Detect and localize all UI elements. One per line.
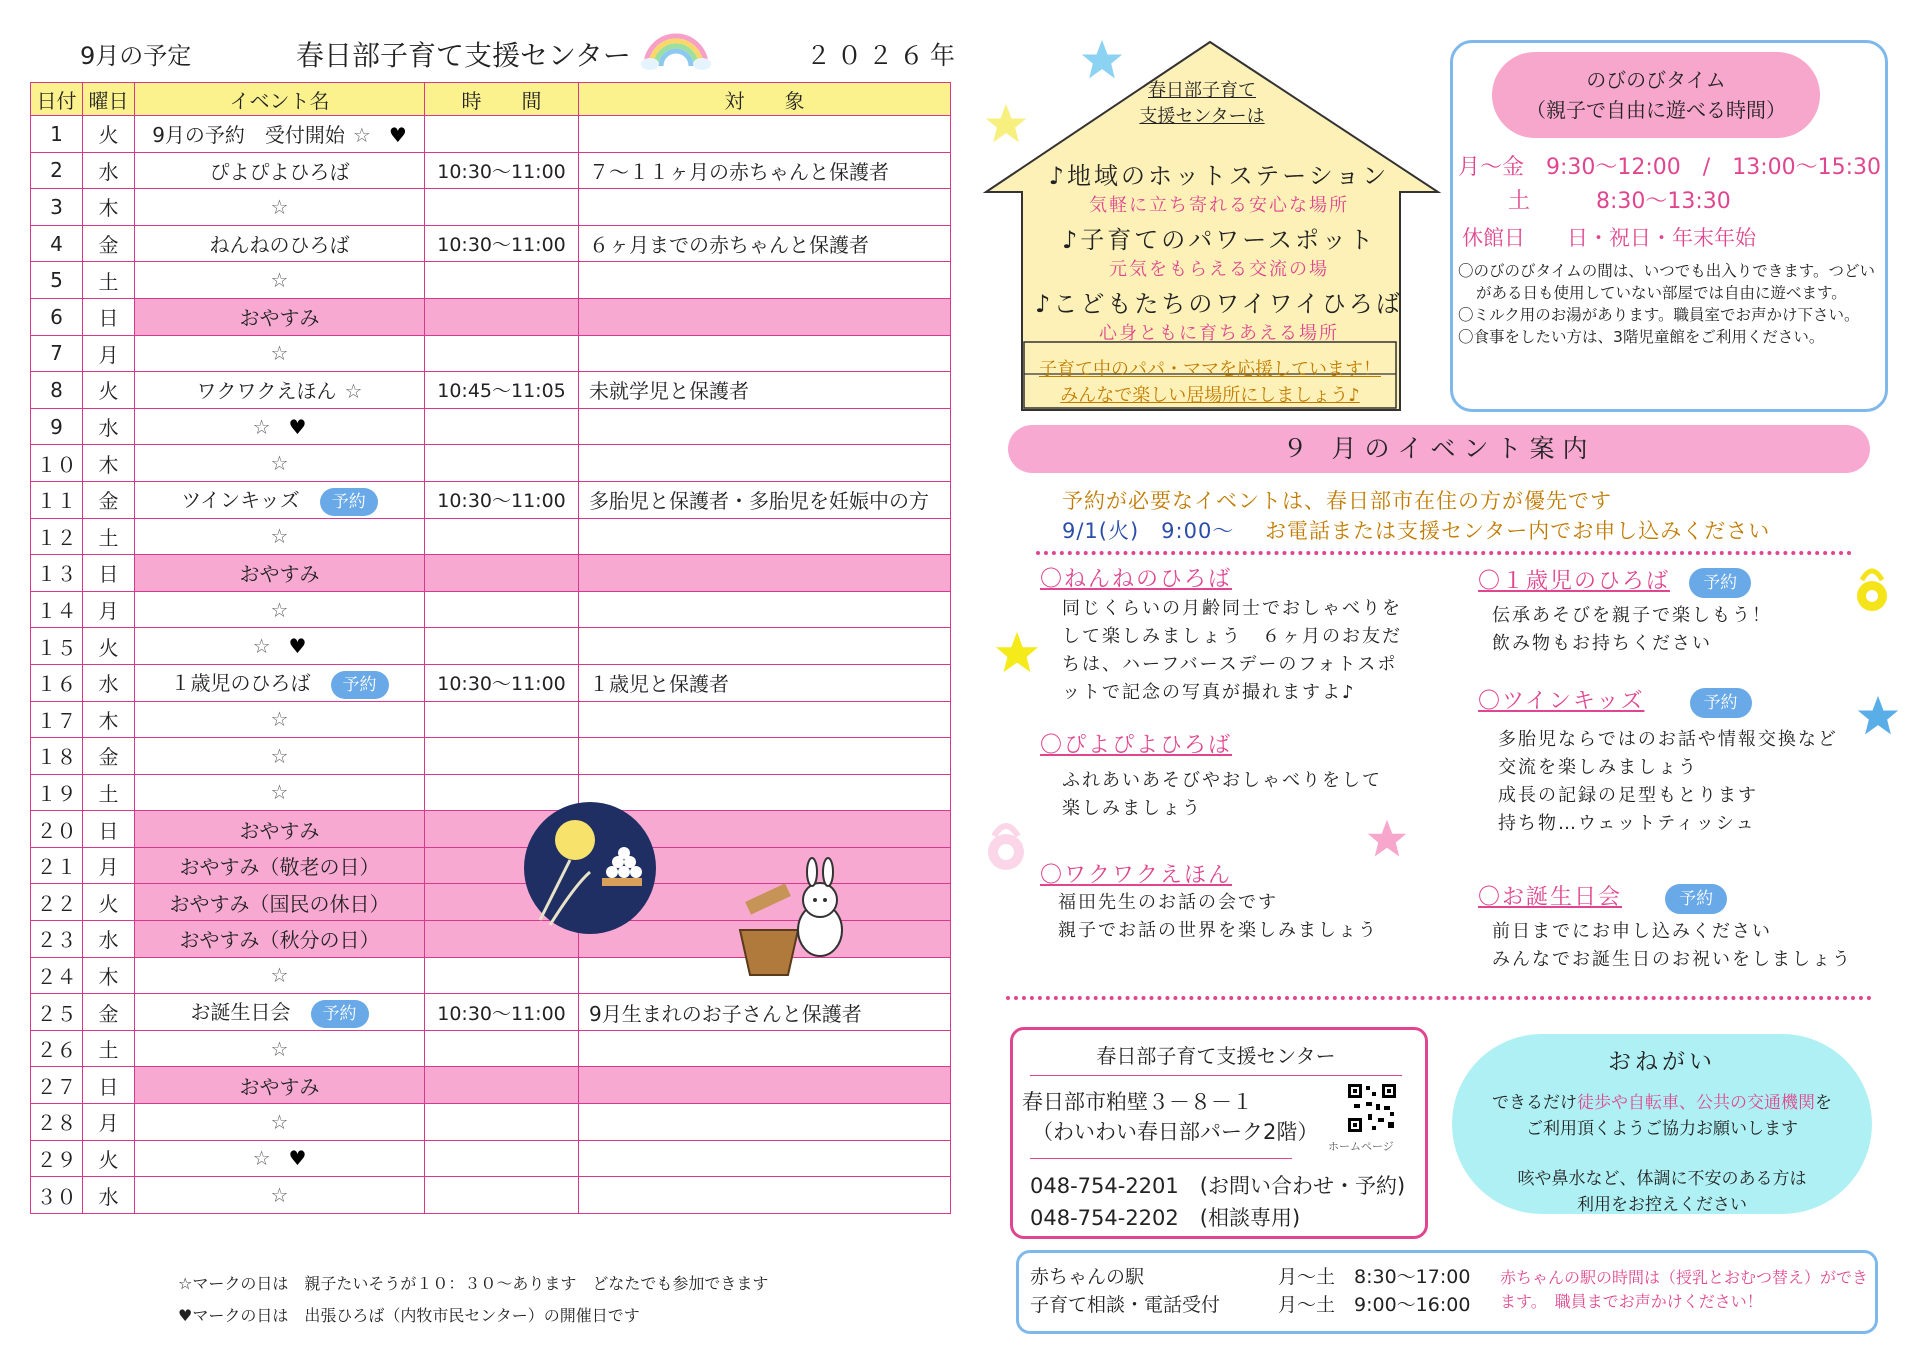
contact-title: 春日部子育て支援センター	[1030, 1040, 1402, 1076]
table-row	[31, 116, 951, 153]
star-mark-icon: ☆	[270, 1109, 289, 1134]
house-line-2-sub: 元気をもらえる交流の場	[1109, 259, 1329, 280]
nobinobi-title: のびのびタイム （親子で自由に遊べる時間）	[1492, 52, 1820, 138]
schedule-label: 9月の予定	[80, 42, 192, 70]
weekday-cell: 木	[83, 701, 135, 738]
table-row	[31, 738, 951, 775]
target-cell: 未就学児と保護者	[579, 372, 951, 409]
star-mark-icon: ☆	[270, 1183, 289, 1208]
table-row	[31, 445, 951, 482]
date-cell: １１	[31, 481, 83, 518]
baby-station-label: 赤ちゃんの駅	[1030, 1266, 1145, 1288]
weekday-cell: 木	[83, 957, 135, 994]
reserve-badge: 予約	[311, 1000, 369, 1028]
table-row	[31, 225, 951, 262]
weekday-cell: 土	[83, 774, 135, 811]
baby-station-hours: 月～土 8:30～17:00	[1278, 1266, 1471, 1288]
house-line-1: ♪地域のホットステーション	[1048, 162, 1390, 190]
time-cell	[425, 738, 579, 775]
event-name: ねんねのひろば	[209, 233, 350, 258]
table-row	[31, 481, 951, 518]
table-row	[31, 1030, 951, 1067]
contact-tel-consult: 048-754-2202 (相談専用)	[1030, 1206, 1301, 1230]
heart-mark-icon: ♥	[288, 414, 307, 439]
time-cell	[425, 116, 579, 153]
time-cell	[425, 1030, 579, 1067]
reserve-badge: 予約	[1690, 688, 1752, 718]
event-cell	[135, 1177, 425, 1214]
weekday-cell: 水	[83, 152, 135, 189]
date-cell: ２０	[31, 811, 83, 848]
event-cell	[135, 189, 425, 226]
time-cell	[425, 262, 579, 299]
event-cell	[135, 408, 425, 445]
heart-mark-icon: ♥	[388, 123, 407, 148]
target-cell: ７～１１ヶ月の赤ちゃんと保護者	[579, 152, 951, 189]
time-cell: 10:30～11:00	[425, 664, 579, 701]
event-name: おやすみ	[239, 306, 320, 331]
event-1sai: 〇１歳児のひろば 予約 伝承あそびを親子で楽しもう！ 飲み物もお持ちください	[1478, 569, 1772, 654]
col-time: 時 間	[425, 83, 579, 116]
event-name: お誕生日会	[190, 1000, 291, 1025]
table-row	[31, 555, 951, 592]
event-title: 〇お誕生日会	[1478, 885, 1623, 910]
reserve-badge: 予約	[1689, 568, 1751, 598]
event-piyopiyo: 〇ぴよぴよひろば ふれあいあそびやおしゃべりをして 楽しみましょう	[1040, 728, 1382, 823]
event-title: 〇ワクワクえほん	[1040, 863, 1233, 888]
target-cell	[579, 116, 951, 153]
date-cell: 9	[31, 408, 83, 445]
target-cell: ６ヶ月までの赤ちゃんと保護者	[579, 225, 951, 262]
time-cell	[425, 408, 579, 445]
weekday-cell: 水	[83, 408, 135, 445]
target-cell	[579, 262, 951, 299]
house-line-1-sub: 気軽に立ち寄れる安心な場所	[1089, 195, 1349, 216]
date-cell: 5	[31, 262, 83, 299]
star-mark-icon: ☆	[252, 1146, 271, 1171]
reserve-badge: 予約	[320, 488, 378, 516]
date-cell: ２３	[31, 921, 83, 958]
nobinobi-note: 〇のびのびタイムの間は、いつでも出入りできます。つどいがある日も使用していない部屋では自由に遊べます。	[1458, 262, 1875, 302]
request-transport: できるだけ徒歩や自転車、公共の交通機関を ご利用頂くようご協力お願いします	[1492, 1093, 1832, 1139]
date-cell: 6	[31, 298, 83, 335]
heart-mark-icon: ♥	[288, 634, 307, 659]
event-cell	[135, 921, 425, 958]
target-cell	[579, 1104, 951, 1141]
col-event: イベント名	[135, 83, 425, 116]
star-mark-icon: ☆	[270, 963, 289, 988]
nobinobi-hours-saturday: 土 8:30～13:30	[1508, 189, 1731, 214]
event-name: おやすみ	[239, 562, 320, 587]
event-cell	[135, 628, 425, 665]
event-cell	[135, 774, 425, 811]
nobinobi-hours-weekday: 月～金 9:30～12:00 / 13:00～15:30	[1458, 155, 1882, 180]
table-header-row	[31, 83, 951, 116]
target-cell	[579, 1177, 951, 1214]
event-cell	[135, 738, 425, 775]
weekday-cell: 水	[83, 664, 135, 701]
date-cell: １０	[31, 445, 83, 482]
weekday-cell: 月	[83, 335, 135, 372]
event-cell	[135, 262, 425, 299]
nobinobi-note: 〇食事をしたい方は、3階児童館をご利用ください。	[1458, 328, 1825, 346]
weekday-cell: 金	[83, 225, 135, 262]
weekday-cell: 火	[83, 884, 135, 921]
event-cell	[135, 335, 425, 372]
target-cell: １歳児と保護者	[579, 664, 951, 701]
star-mark-icon: ☆	[352, 123, 371, 148]
time-cell	[425, 555, 579, 592]
time-cell	[425, 298, 579, 335]
event-name: ワクワクえほん	[196, 379, 337, 404]
event-name: ぴよぴよひろば	[209, 159, 350, 184]
target-cell	[579, 628, 951, 665]
date-cell: １５	[31, 628, 83, 665]
table-row	[31, 335, 951, 372]
date-cell: ２７	[31, 1067, 83, 1104]
event-title: 〇ツインキッズ	[1478, 689, 1645, 714]
date-cell: ２９	[31, 1140, 83, 1177]
star-mark-icon: ☆	[270, 194, 289, 219]
date-cell: １９	[31, 774, 83, 811]
target-cell	[579, 445, 951, 482]
star-mark-icon: ☆	[270, 743, 289, 768]
house-heading: 春日部子育て 支援センターは	[1139, 80, 1265, 127]
house-line-3-sub: 心身ともに育ちあえる場所	[1099, 323, 1339, 344]
event-wakuwaku: 〇ワクワクえほん 福田先生のお話の会です 親子でお話の世界を楽しみましょう	[1040, 858, 1378, 945]
time-cell	[425, 445, 579, 482]
target-cell	[579, 298, 951, 335]
table-row	[31, 1140, 951, 1177]
target-cell	[579, 555, 951, 592]
table-row	[31, 1067, 951, 1104]
star-mark-icon: ☆	[252, 414, 271, 439]
star-mark-icon: ☆	[270, 341, 289, 366]
time-cell: 10:30～11:00	[425, 481, 579, 518]
rattle-icon	[982, 818, 1030, 874]
star-note: ☆マークの日は 親子たいそうが１０：３０～あります どなたでも参加できます	[178, 1274, 769, 1293]
weekday-cell: 土	[83, 518, 135, 555]
time-cell	[425, 189, 579, 226]
event-title: 〇ねんねのひろば	[1040, 567, 1233, 592]
table-row	[31, 262, 951, 299]
weekday-cell: 火	[83, 372, 135, 409]
time-cell: 10:30～11:00	[425, 994, 579, 1031]
table-row	[31, 701, 951, 738]
event-cell	[135, 1140, 425, 1177]
target-cell	[579, 408, 951, 445]
nobinobi-closed: 休館日 日・祝日・年末年始	[1462, 226, 1756, 250]
event-cell	[135, 518, 425, 555]
event-name: 9月の予約 受付開始	[152, 123, 345, 148]
events-banner: ９ 月のイベント案内	[1008, 425, 1870, 473]
house-line-2: ♪子育てのパワースポット	[1061, 226, 1377, 254]
weekday-cell: 月	[83, 591, 135, 628]
target-cell	[579, 1030, 951, 1067]
star-icon	[1856, 694, 1900, 738]
col-weekday: 曜日	[83, 83, 135, 116]
table-row	[31, 591, 951, 628]
col-target: 対 象	[579, 83, 951, 116]
target-cell: 多胎児と保護者・多胎児を妊娠中の方	[579, 481, 951, 518]
table-row	[31, 298, 951, 335]
date-cell: 1	[31, 116, 83, 153]
date-cell: 2	[31, 152, 83, 189]
divider	[1006, 996, 1872, 1000]
event-name: １歳児のひろば	[170, 670, 311, 695]
target-cell	[579, 1067, 951, 1104]
star-mark-icon: ☆	[270, 597, 289, 622]
weekday-cell: 火	[83, 1140, 135, 1177]
weekday-cell: 土	[83, 262, 135, 299]
weekday-cell: 日	[83, 1067, 135, 1104]
request-title: おねがい	[1608, 1049, 1716, 1075]
event-name: おやすみ（国民の休日）	[169, 891, 390, 916]
events-apply-line	[1062, 515, 1770, 545]
event-name: おやすみ	[239, 1074, 320, 1099]
target-cell	[579, 1140, 951, 1177]
table-row	[31, 994, 951, 1031]
qr-code-icon[interactable]	[1346, 1082, 1398, 1134]
consult-label: 子育て相談・電話受付	[1030, 1294, 1221, 1316]
house-foot-2: みんなで楽しい居場所にしましょう♪	[1060, 385, 1360, 406]
event-cell	[135, 372, 425, 409]
event-twin: 〇ツインキッズ 予約 多胎児ならではのお話や情報交換など 交流を楽しみましょう 成長の記録の足型もとります 持ち物…ウェットティッシュ	[1478, 689, 1838, 834]
target-cell	[579, 189, 951, 226]
moon-rabbit-illustration	[520, 800, 860, 980]
qr-caption: ホームページ	[1328, 1140, 1394, 1153]
date-cell: 7	[31, 335, 83, 372]
time-cell	[425, 1140, 579, 1177]
table-row	[31, 1104, 951, 1141]
star-mark-icon: ☆	[270, 1036, 289, 1061]
table-row	[31, 372, 951, 409]
weekday-cell: 日	[83, 555, 135, 592]
page-title: 春日部子育て支援センター	[296, 39, 631, 72]
date-cell: １３	[31, 555, 83, 592]
divider	[1036, 551, 1852, 555]
heart-mark-icon: ♥	[288, 1146, 307, 1171]
weekday-cell: 金	[83, 738, 135, 775]
rattle-icon	[1852, 562, 1892, 614]
time-cell	[425, 335, 579, 372]
target-cell	[579, 701, 951, 738]
event-cell	[135, 701, 425, 738]
year-label: ２０２６年	[806, 41, 962, 70]
date-cell: 8	[31, 372, 83, 409]
event-cell	[135, 664, 425, 701]
date-cell: ２６	[31, 1030, 83, 1067]
weekday-cell: 金	[83, 481, 135, 518]
target-cell: 9月生まれのお子さんと保護者	[579, 994, 951, 1031]
event-cell	[135, 1067, 425, 1104]
weekday-cell: 月	[83, 847, 135, 884]
event-birthday: 〇お誕生日会 予約 前日までにお申し込みください みんなでお誕生日のお祝いをしましょう	[1478, 885, 1852, 970]
date-cell: １６	[31, 664, 83, 701]
date-cell: １２	[31, 518, 83, 555]
events-apply: お電話または支援センター内でお申し込みください	[1265, 519, 1771, 543]
request-health: 咳や鼻水など、体調に不安のある方は 利用をお控えください	[1517, 1169, 1807, 1215]
time-cell	[425, 1104, 579, 1141]
star-icon	[1366, 818, 1408, 860]
event-name: ツインキッズ	[181, 487, 300, 512]
weekday-cell: 火	[83, 116, 135, 153]
event-cell	[135, 591, 425, 628]
star-icon	[994, 630, 1040, 676]
nobinobi-note: 〇ミルク用のお湯があります。職員室でお声かけ下さい。	[1458, 306, 1860, 324]
event-nenne: 〇ねんねのひろば 同じくらいの月齢同士でおしゃべりを して楽しみましょう ６ヶ月のお友だ ちは、ハーフバースデーのフォトスポ ットで記念の写真が撮れますよ♪	[1040, 562, 1402, 707]
date-cell: １８	[31, 738, 83, 775]
table-row	[31, 664, 951, 701]
event-cell	[135, 116, 425, 153]
date-cell: ２２	[31, 884, 83, 921]
date-cell: ２４	[31, 957, 83, 994]
time-cell	[425, 518, 579, 555]
star-mark-icon: ☆	[252, 634, 271, 659]
event-cell	[135, 811, 425, 848]
event-name: おやすみ	[239, 818, 320, 843]
date-cell: ２５	[31, 994, 83, 1031]
heart-note: ♥マークの日は 出張ひろば（内牧市民センター）の開催日です	[178, 1306, 640, 1325]
contact-address-building: （わいわい春日部パーク2階）	[1032, 1120, 1319, 1144]
contact-tel-main: 048-754-2201 (お問い合わせ・予約)	[1030, 1174, 1406, 1198]
event-cell	[135, 298, 425, 335]
event-cell	[135, 481, 425, 518]
target-cell	[579, 518, 951, 555]
date-cell: １４	[31, 591, 83, 628]
schedule-table	[30, 82, 951, 1214]
house-messages	[1014, 158, 1424, 350]
rainbow-icon	[640, 26, 712, 70]
event-title: 〇ぴよぴよひろば	[1040, 733, 1233, 758]
target-cell	[579, 738, 951, 775]
time-cell	[425, 1177, 579, 1214]
reserve-badge: 予約	[1665, 884, 1727, 914]
table-row	[31, 189, 951, 226]
target-cell	[579, 335, 951, 372]
event-cell	[135, 445, 425, 482]
star-icon	[984, 102, 1028, 146]
table-row	[31, 408, 951, 445]
time-cell	[425, 701, 579, 738]
events-date: 9/1(火) 9:00～	[1062, 519, 1235, 543]
table-row	[31, 628, 951, 665]
weekday-cell: 火	[83, 628, 135, 665]
date-cell: 3	[31, 189, 83, 226]
date-cell: ３０	[31, 1177, 83, 1214]
target-cell	[579, 591, 951, 628]
star-mark-icon: ☆	[270, 524, 289, 549]
baby-station-note: 赤ちゃんの駅の時間は（授乳とおむつ替え）ができます。 職員までお声かけください！	[1500, 1268, 1869, 1311]
star-mark-icon: ☆	[270, 780, 289, 805]
event-name: おやすみ（敬老の日）	[179, 855, 380, 880]
consult-hours: 月～土 9:00～16:00	[1278, 1294, 1471, 1316]
nobinobi-notes	[1458, 260, 1880, 348]
col-date: 日付	[31, 83, 83, 116]
event-cell	[135, 847, 425, 884]
date-cell: ２１	[31, 847, 83, 884]
table-row	[31, 1177, 951, 1214]
time-cell	[425, 1067, 579, 1104]
weekday-cell: 水	[83, 921, 135, 958]
star-mark-icon: ☆	[344, 379, 363, 404]
event-cell	[135, 1104, 425, 1141]
weekday-cell: 木	[83, 445, 135, 482]
event-cell	[135, 884, 425, 921]
event-title: 〇１歳児のひろば	[1478, 569, 1671, 594]
event-cell	[135, 1030, 425, 1067]
date-cell: １７	[31, 701, 83, 738]
house-line-3: ♪こどもたちのワイワイひろば	[1035, 290, 1403, 318]
weekday-cell: 木	[83, 189, 135, 226]
time-cell	[425, 628, 579, 665]
weekday-cell: 日	[83, 298, 135, 335]
star-icon	[1080, 38, 1124, 82]
star-mark-icon: ☆	[270, 268, 289, 293]
weekday-cell: 月	[83, 1104, 135, 1141]
star-mark-icon: ☆	[270, 707, 289, 732]
weekday-cell: 日	[83, 811, 135, 848]
event-name: おやすみ（秋分の日）	[179, 928, 380, 953]
weekday-cell: 土	[83, 1030, 135, 1067]
event-cell	[135, 152, 425, 189]
time-cell: 10:45～11:05	[425, 372, 579, 409]
star-mark-icon: ☆	[270, 451, 289, 476]
divider	[1030, 1158, 1292, 1159]
event-cell	[135, 957, 425, 994]
reserve-badge: 予約	[331, 671, 389, 699]
weekday-cell: 金	[83, 994, 135, 1031]
table-row	[31, 152, 951, 189]
time-cell	[425, 591, 579, 628]
event-cell	[135, 555, 425, 592]
time-cell: 10:30～11:00	[425, 152, 579, 189]
weekday-cell: 水	[83, 1177, 135, 1214]
contact-address: 春日部市粕壁３－８－１	[1022, 1090, 1253, 1114]
date-cell: 4	[31, 225, 83, 262]
house-foot-1: 子育て中のパパ・ママを応援しています！	[1039, 359, 1381, 380]
time-cell: 10:30～11:00	[425, 225, 579, 262]
event-cell	[135, 225, 425, 262]
date-cell: ２８	[31, 1104, 83, 1141]
event-cell	[135, 994, 425, 1031]
table-row	[31, 518, 951, 555]
events-priority: 予約が必要なイベントは、春日部市在住の方が優先です	[1062, 489, 1612, 513]
